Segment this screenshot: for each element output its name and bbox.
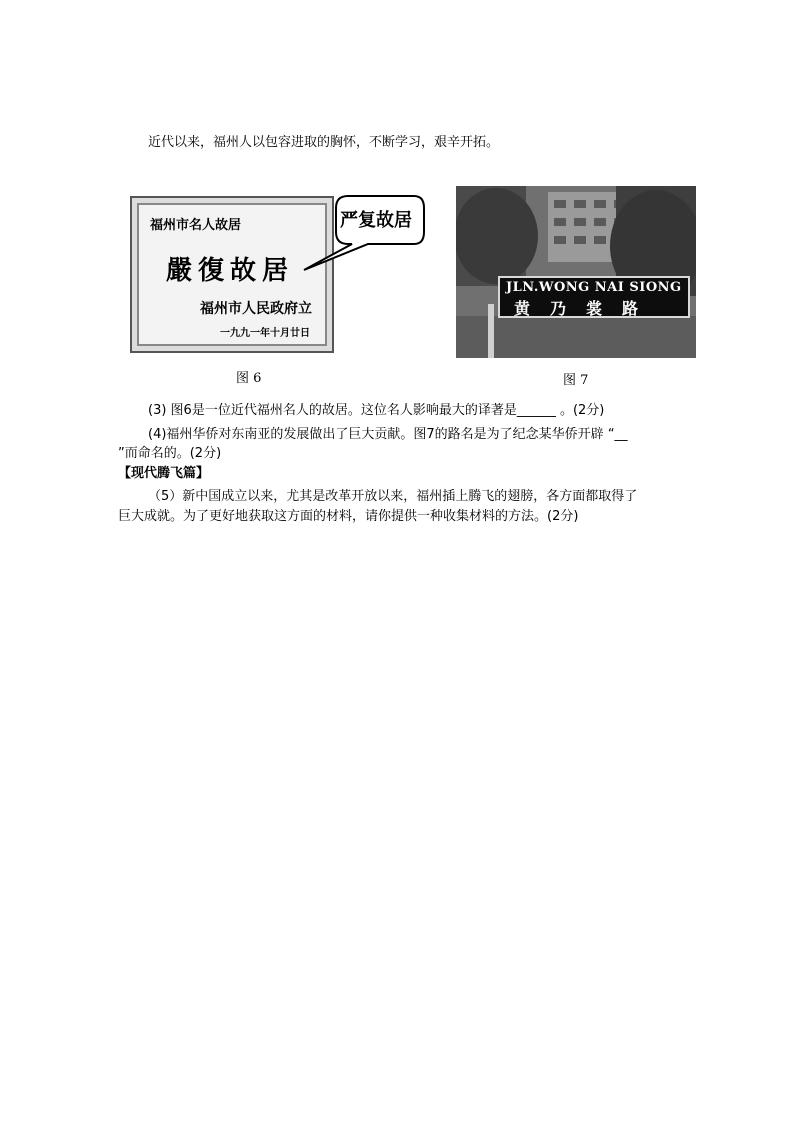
- intro-paragraph: 近代以来，福州人以包容进取的胸怀，不断学习，艰辛开拓。: [148, 135, 500, 150]
- figure-6-image: [130, 192, 428, 357]
- street-sign: [498, 276, 690, 318]
- figure-7-image: [456, 186, 696, 358]
- plaque-top-text: 福州市名人故居: [150, 218, 242, 233]
- question-5-line-2: 巨大成就。为了更好地获取这方面的材料，请你提供一种收集材料的方法。(2分): [118, 509, 579, 524]
- question-5-line-1: （5）新中国成立以来，尤其是改革开放以来，福州插上腾飞的翅膀，各方面都取得了: [148, 489, 638, 504]
- plaque-name-text: 嚴復故居: [166, 256, 295, 286]
- plaque-government-text: 福州市人民政府立: [200, 301, 312, 317]
- figure-6-caption: 图 6: [236, 371, 262, 386]
- section-title: 【现代腾飞篇】: [118, 466, 210, 481]
- plaque-date-text: 一九九一年十月廿日: [220, 328, 310, 339]
- sign-english-text: JLN.WONG NAI SIONG: [506, 280, 682, 295]
- sign-chinese-text: 黄乃裳路: [514, 299, 659, 318]
- bubble-text: 严复故居: [340, 210, 412, 231]
- sign-pole: [488, 304, 494, 358]
- question-3: (3) 图6是一位近代福州名人的故居。这位名人影响最大的译著是______ 。(2分): [148, 403, 605, 418]
- question-4-line-1: (4)福州华侨对东南亚的发展做出了巨大贡献。图7的路名是为了纪念某华侨开辟 “__: [148, 427, 628, 442]
- question-4-line-2: ”而命名的。(2分): [118, 446, 222, 461]
- figure-7-caption: 图 7: [563, 373, 589, 388]
- speech-bubble: [290, 192, 428, 272]
